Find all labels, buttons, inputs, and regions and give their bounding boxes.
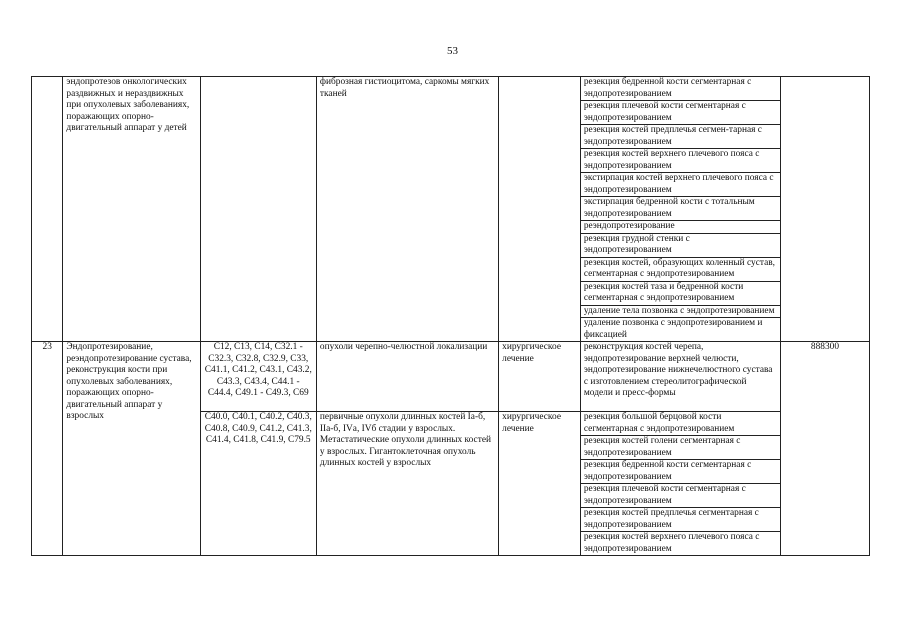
method-item: резекция костей таза и бедренной кости сегментарная с эндопротезированием	[581, 282, 780, 306]
icd-codes-group-2: C40.0, C40.1, C40.2, C40.3, C40.8, C40.9, C41.2, C41.3, C41.4, C41.8, C41.9, C79.5	[204, 412, 312, 445]
care-type-name: эндопротезов онкологических раздвижных и нераздвижных при опухолевых заболеваниях, поражающих опорно-двигательный аппарат у детей	[63, 77, 200, 342]
method-item: резекция плечевой кости сегментарная с эндопротезированием	[581, 101, 780, 125]
icd-codes	[200, 77, 316, 342]
icd-codes	[200, 342, 316, 556]
care-type-name: Эндопротезирование, реэндопротезирование сустава, реконструкция кости при опухолевых заболеваниях, поражающих опорно-двигательный аппарат у взрослых	[63, 342, 200, 556]
patient-model: фиброзная гистиоцитома, саркомы мягких тканей	[316, 77, 498, 342]
method-item: резекция грудной стенки с эндопротезированием	[581, 234, 780, 258]
method-item: удаление тела позвонка с эндопротезированием	[581, 306, 780, 319]
price: 888300	[780, 342, 869, 556]
method-item: удаление позвонка с эндопротезированием и фиксацией	[583, 318, 763, 340]
treatment-methods	[580, 77, 780, 342]
method-item: резекция костей голени сегментарная с эндопротезированием	[581, 436, 780, 460]
price	[780, 77, 869, 342]
patient-model	[316, 342, 498, 556]
medical-care-table	[31, 76, 870, 556]
method-item: резекция плечевой кости сегментарная с эндопротезированием	[581, 484, 780, 508]
method-item: резекция костей, образующих коленный сустав, сегментарная с эндопротезированием	[581, 258, 780, 282]
method-item: реконструкция костей черепа, эндопротезирование верхней челюсти, эндопротезирование нижнечелюстного сустава с изготовлением стереолитографической модели и пресс-формы	[581, 342, 780, 412]
method-item: резекция костей верхнего плечевого пояса с эндопротезированием	[581, 149, 780, 173]
treatment-type	[499, 77, 581, 342]
method-item: резекция бедренной кости сегментарная с эндопротезированием	[581, 460, 780, 484]
method-item: резекция большой берцовой кости сегментарная с эндопротезированием	[581, 412, 780, 436]
row-number: 23	[32, 342, 63, 556]
method-item: резекция костей верхнего плечевого пояса с эндопротезированием	[583, 532, 760, 554]
method-item: резекция костей предплечья сегментарная с эндопротезированием	[581, 508, 780, 532]
page-number: 53	[447, 45, 458, 57]
method-item: экстирпация костей верхнего плечевого пояса с эндопротезированием	[581, 173, 780, 197]
treatment-methods	[580, 342, 780, 556]
table-row-23	[32, 342, 870, 556]
method-item: реэндопротезирование	[581, 221, 780, 234]
method-item: экстирпация бедренной кости с тотальным эндопротезированием	[581, 197, 780, 221]
patient-model-group-1: опухоли черепно-челюстной локализации	[317, 342, 498, 412]
treatment-type-group-1: хирургическое лечение	[499, 342, 580, 412]
icd-codes-group-1: C12, C13, C14, C32.1 - C32.3, C32.8, C32.9, C33, C41.1, C41.2, C43.1, C43.2, C43.3, C43.4, C44.1 - C44.4, C49.1 - C49.3, C69	[201, 342, 316, 412]
row-number	[32, 77, 63, 342]
method-item: резекция бедренной кости сегментарная с эндопротезированием	[581, 77, 780, 101]
patient-model-group-2: первичные опухоли длинных костей Iа-б, IIа-б, IVа, IVб стадии у взрослых. Метастатические опухоли длинных костей у взрослых. Гигантоклеточная опухоль длинных костей у взрослых	[319, 412, 491, 468]
table-row-continuation	[32, 77, 870, 342]
treatment-type	[499, 342, 581, 556]
method-item: резекция костей предплечья сегмен-тарная с эндопротезированием	[581, 125, 780, 149]
treatment-type-group-2: хирургическое лечение	[502, 412, 561, 434]
